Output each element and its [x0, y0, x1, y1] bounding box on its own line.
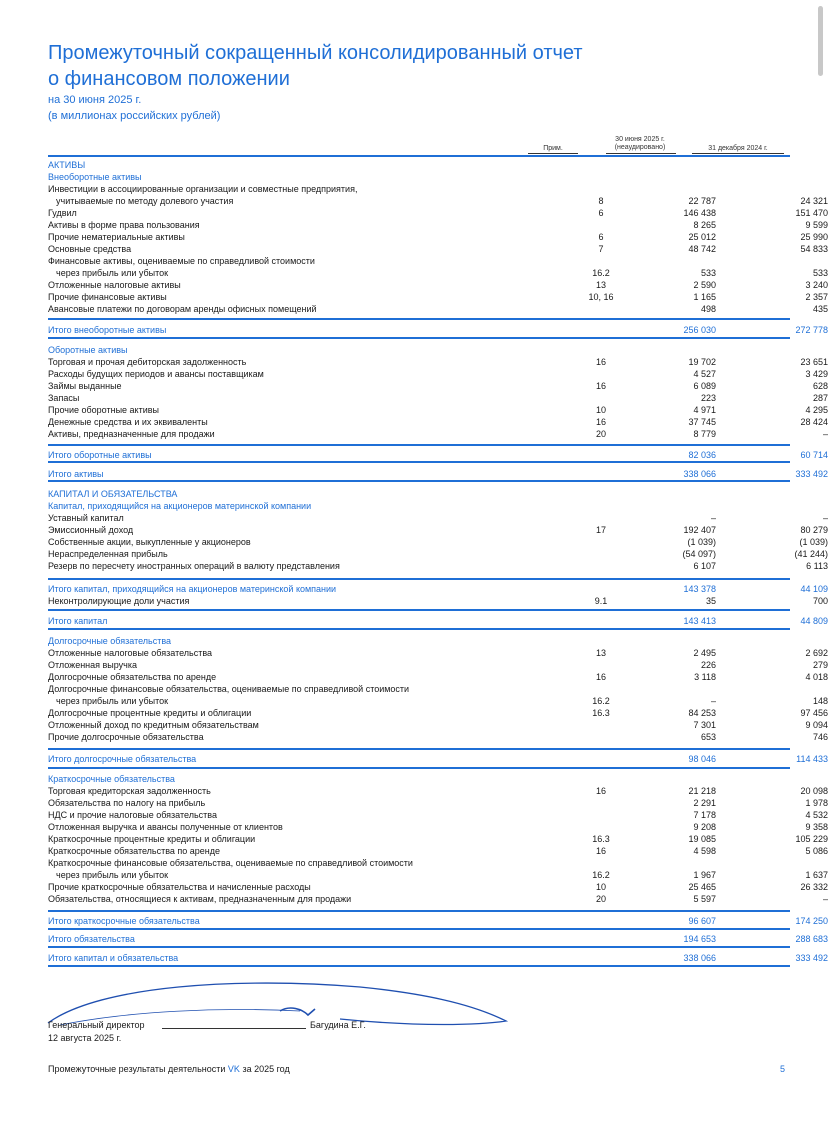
- table-row: [48, 524, 828, 536]
- row-value-2025: (54 097): [682, 549, 716, 559]
- table-row: [48, 279, 828, 291]
- row-label: Отложенная выручка: [48, 660, 138, 670]
- table-row: [48, 560, 828, 572]
- section-heading-row: [48, 773, 790, 785]
- row-value-2025: 48 742: [688, 244, 716, 254]
- table-row: [48, 512, 828, 524]
- table-row: [48, 647, 828, 659]
- row-value-2024: 44 109: [800, 584, 828, 594]
- row-value-2024: 24 321: [800, 196, 828, 206]
- row-separator: [48, 480, 790, 482]
- row-value-2024: 105 229: [795, 834, 828, 844]
- row-label: Эмиссионный доход: [48, 525, 134, 535]
- row-note: 16.2: [592, 870, 610, 880]
- row-label: Нераспределенная прибыль: [48, 549, 168, 559]
- total-row: [48, 449, 828, 461]
- row-value-2024: 435: [812, 304, 828, 314]
- table-row: [48, 219, 828, 231]
- row-value-2024: 20 098: [800, 786, 828, 796]
- total-row: [48, 753, 828, 765]
- total-row: [48, 615, 828, 627]
- row-note: 10: [595, 882, 606, 892]
- row-note: 7: [598, 244, 604, 254]
- row-note: 20: [595, 894, 606, 904]
- row-value-2025: (1 039): [687, 537, 716, 547]
- row-value-2024: 4 018: [805, 672, 828, 682]
- row-label: КАПИТАЛ И ОБЯЗАТЕЛЬСТВА: [48, 489, 178, 499]
- header-col1-date: 30 июня 2025 г.: [615, 136, 665, 143]
- table-row: [48, 797, 828, 809]
- row-value-2025: 1 967: [693, 870, 716, 880]
- row-separator: [48, 609, 790, 611]
- row-label: Денежные средства и их эквиваленты: [48, 417, 208, 427]
- page-title: [48, 40, 583, 92]
- row-label: НДС и прочие налоговые обязательства: [48, 810, 217, 820]
- row-note: 16.3: [592, 708, 610, 718]
- row-value-2024: 80 279: [800, 525, 828, 535]
- row-label: Финансовые активы, оцениваемые по справедливой стоимости: [48, 256, 315, 266]
- row-value-2024: 44 809: [800, 616, 828, 626]
- section-heading-row: [48, 159, 790, 171]
- table-row: [48, 821, 828, 833]
- row-value-2025: 7 178: [693, 810, 716, 820]
- row-value-2024: 9 358: [805, 822, 828, 832]
- row-label: Итого обязательства: [48, 934, 135, 944]
- table-row: [48, 291, 828, 303]
- table-row: [48, 833, 828, 845]
- row-value-2024: 151 470: [795, 208, 828, 218]
- row-value-2024: 23 651: [800, 357, 828, 367]
- row-note: 20: [595, 429, 606, 439]
- total-row: [48, 915, 828, 927]
- row-note: 13: [595, 648, 606, 658]
- row-separator: [48, 767, 790, 769]
- row-label: Запасы: [48, 393, 80, 403]
- row-value-2024: 288 683: [795, 934, 828, 944]
- header-underline: [606, 153, 676, 154]
- table-row: [48, 303, 828, 315]
- row-separator: [48, 748, 790, 750]
- row-value-2024: 54 833: [800, 244, 828, 254]
- row-value-2025: 98 046: [688, 754, 716, 764]
- table-row: [48, 869, 828, 881]
- header-col2: 31 декабря 2024 г.: [708, 145, 768, 152]
- row-value-2025: –: [710, 696, 716, 706]
- table-row: [48, 595, 828, 607]
- row-value-2024: 4 295: [805, 405, 828, 415]
- row-value-2024: 26 332: [800, 882, 828, 892]
- row-value-2024: 9 599: [805, 220, 828, 230]
- table-row: [48, 536, 828, 548]
- row-value-2024: –: [822, 894, 828, 904]
- section-heading-row: [48, 500, 790, 512]
- row-value-2024: 5 086: [805, 846, 828, 856]
- row-label: Капитал, приходящийся на акционеров материнской компании: [48, 501, 312, 511]
- row-value-2024: (41 244): [794, 549, 828, 559]
- row-separator: [48, 928, 790, 930]
- row-label: Внеоборотные активы: [48, 172, 142, 182]
- row-value-2025: 8 779: [693, 429, 716, 439]
- table-row: [48, 719, 828, 731]
- table-row: [48, 881, 828, 893]
- row-value-2025: 146 438: [683, 208, 716, 218]
- row-value-2024: 287: [812, 393, 828, 403]
- row-value-2025: 25 012: [688, 232, 716, 242]
- row-value-2025: 8 265: [693, 220, 716, 230]
- row-label: Расходы будущих периодов и авансы поставщикам: [48, 369, 264, 379]
- row-value-2025: 6 089: [693, 381, 716, 391]
- total-row: [48, 324, 828, 336]
- table-row: [48, 255, 790, 267]
- row-label: Активы в форме права пользования: [48, 220, 200, 230]
- row-value-2025: 4 598: [693, 846, 716, 856]
- row-label: Обязательства, относящиеся к активам, предназначенным для продажи: [48, 894, 352, 904]
- row-separator: [48, 946, 790, 948]
- row-value-2024: 533: [812, 268, 828, 278]
- signature-name: Багудина Е.Г.: [310, 1020, 366, 1030]
- table-row: [48, 380, 828, 392]
- row-note: 16: [595, 846, 606, 856]
- row-note: 16: [595, 417, 606, 427]
- scrollbar[interactable]: [818, 6, 823, 76]
- table-row: [48, 683, 790, 695]
- row-label: Собственные акции, выкупленные у акционеров: [48, 537, 251, 547]
- row-value-2024: 333 492: [795, 469, 828, 479]
- report-date: на 30 июня 2025 г.: [48, 94, 142, 106]
- row-value-2024: 3 240: [805, 280, 828, 290]
- row-value-2025: 226: [700, 660, 716, 670]
- table-row: [48, 183, 790, 195]
- row-label: Основные средства: [48, 244, 132, 254]
- row-value-2025: 256 030: [683, 325, 716, 335]
- row-label: Резерв по пересчету иностранных операций в валюту представления: [48, 561, 340, 571]
- row-label: через прибыль или убыток: [56, 268, 169, 278]
- row-value-2024: (1 039): [799, 537, 828, 547]
- row-value-2024: 114 433: [796, 754, 828, 764]
- row-label: Итого активы: [48, 469, 104, 479]
- table-row: [48, 243, 828, 255]
- header-col1-audit: (неаудировано): [614, 144, 666, 151]
- row-value-2024: 9 094: [805, 720, 828, 730]
- row-value-2024: 746: [812, 732, 828, 742]
- row-note: 16: [595, 786, 606, 796]
- row-value-2024: 279: [812, 660, 828, 670]
- row-label: Краткосрочные финансовые обязательства, оцениваемые по справедливой стоимости: [48, 858, 413, 868]
- row-value-2025: 19 702: [688, 357, 716, 367]
- row-value-2025: 338 066: [683, 469, 716, 479]
- row-note: 16.3: [592, 834, 610, 844]
- row-separator: [48, 910, 790, 912]
- row-value-2025: 4 527: [693, 369, 716, 379]
- table-row: [48, 267, 828, 279]
- title-line-1: Промежуточный сокращенный консолидированный отчет: [48, 42, 583, 64]
- row-label: Прочие финансовые активы: [48, 292, 167, 302]
- row-label: Долгосрочные обязательства по аренде: [48, 672, 217, 682]
- table-row: [48, 707, 828, 719]
- table-row: [48, 809, 828, 821]
- row-value-2024: 628: [812, 381, 828, 391]
- total-row: [48, 933, 828, 945]
- row-separator: [48, 628, 790, 630]
- row-label: Займы выданные: [48, 381, 122, 391]
- row-label: Итого долгосрочные обязательства: [48, 754, 197, 764]
- row-value-2024: 25 990: [800, 232, 828, 242]
- row-value-2024: –: [822, 513, 828, 523]
- row-note: 13: [595, 280, 606, 290]
- row-note: 16: [595, 672, 606, 682]
- row-label: Оборотные активы: [48, 345, 128, 355]
- row-label: Итого краткосрочные обязательства: [48, 916, 200, 926]
- table-row: [48, 195, 828, 207]
- table-row: [48, 231, 828, 243]
- row-value-2025: 7 301: [693, 720, 716, 730]
- row-value-2025: 19 085: [688, 834, 716, 844]
- row-label: Торговая и прочая дебиторская задолженность: [48, 357, 247, 367]
- row-value-2025: 96 607: [688, 916, 716, 926]
- row-value-2025: 223: [700, 393, 716, 403]
- row-label: Краткосрочные процентные кредиты и облигации: [48, 834, 256, 844]
- row-value-2024: 174 250: [795, 916, 828, 926]
- row-value-2024: 1 637: [805, 870, 828, 880]
- row-label: Отложенные налоговые активы: [48, 280, 181, 290]
- footer-prefix: Промежуточные результаты деятельности: [48, 1064, 226, 1074]
- row-note: 17: [595, 525, 606, 535]
- header-rule: [48, 155, 790, 157]
- section-heading-row: [48, 635, 790, 647]
- row-label: через прибыль или убыток: [56, 870, 169, 880]
- table-row: [48, 356, 828, 368]
- row-value-2025: 192 407: [683, 525, 716, 535]
- row-label: Неконтролирующие доли участия: [48, 596, 190, 606]
- row-value-2025: 25 465: [688, 882, 716, 892]
- row-separator: [48, 444, 790, 446]
- row-label: Обязательства по налогу на прибыль: [48, 798, 206, 808]
- row-value-2025: 2 291: [693, 798, 716, 808]
- total-row: [48, 468, 828, 480]
- row-label: Отложенная выручка и авансы полученные от клиентов: [48, 822, 283, 832]
- row-label: Торговая кредиторская задолженность: [48, 786, 211, 796]
- footer-brand: VK: [227, 1064, 240, 1074]
- section-heading-row: [48, 344, 790, 356]
- row-label: Активы, предназначенные для продажи: [48, 429, 215, 439]
- section-heading-row: [48, 171, 790, 183]
- row-separator: [48, 461, 790, 463]
- row-label: Гудвил: [48, 208, 77, 218]
- row-label: Прочие долгосрочные обязательства: [48, 732, 204, 742]
- row-value-2025: 4 971: [693, 405, 716, 415]
- row-value-2024: 272 778: [795, 325, 828, 335]
- row-separator: [48, 337, 790, 339]
- row-label: Авансовые платежи по договорам аренды офисных помещений: [48, 304, 317, 314]
- page-footer: [48, 1064, 290, 1074]
- table-row: [48, 416, 828, 428]
- row-label: Прочие краткосрочные обязательства и начисленные расходы: [48, 882, 311, 892]
- row-note: 10: [595, 405, 606, 415]
- row-label: Прочие оборотные активы: [48, 405, 159, 415]
- row-label: Отложенный доход по кредитным обязательствам: [48, 720, 259, 730]
- row-value-2024: 60 714: [800, 450, 828, 460]
- row-note: 16.2: [592, 268, 610, 278]
- row-label: через прибыль или убыток: [56, 696, 169, 706]
- row-value-2025: 143 378: [683, 584, 716, 594]
- row-value-2024: 148: [812, 696, 828, 706]
- row-label: Долгосрочные процентные кредиты и облигации: [48, 708, 252, 718]
- row-value-2025: 338 066: [683, 953, 716, 963]
- row-label: Долгосрочные обязательства: [48, 636, 172, 646]
- section-heading-row: [48, 488, 790, 500]
- row-value-2025: 2 495: [693, 648, 716, 658]
- table-row: [48, 548, 828, 560]
- header-col1: [600, 136, 680, 152]
- signature-date: 12 августа 2025 г.: [48, 1033, 122, 1043]
- row-label: Итого капитал и обязательства: [48, 953, 179, 963]
- row-separator: [48, 318, 790, 320]
- row-note: 16.2: [592, 696, 610, 706]
- row-value-2025: 21 218: [688, 786, 716, 796]
- row-note: 6: [598, 232, 604, 242]
- table-row: [48, 893, 828, 905]
- row-value-2025: 3 118: [694, 672, 716, 682]
- row-separator: [48, 965, 790, 967]
- table-row: [48, 207, 828, 219]
- signature-role: Генеральный директор: [48, 1020, 145, 1030]
- row-value-2025: 84 253: [688, 708, 716, 718]
- row-value-2024: 2 357: [805, 292, 828, 302]
- table-row: [48, 731, 828, 743]
- row-value-2024: 3 429: [805, 369, 828, 379]
- table-row: [48, 404, 828, 416]
- table-row: [48, 695, 828, 707]
- row-value-2024: 2 692: [805, 648, 828, 658]
- header-note: Прим.: [543, 145, 563, 152]
- row-label: Прочие нематериальные активы: [48, 232, 185, 242]
- table-row: [48, 392, 828, 404]
- row-value-2025: 5 597: [693, 894, 716, 904]
- row-note: 10, 16: [588, 292, 614, 302]
- row-separator: [48, 578, 790, 580]
- row-label: Краткосрочные обязательства по аренде: [48, 846, 221, 856]
- row-value-2025: 533: [700, 268, 716, 278]
- row-value-2025: 2 590: [693, 280, 716, 290]
- row-label: Итого капитал: [48, 616, 108, 626]
- row-value-2025: 653: [700, 732, 716, 742]
- page-number: 5: [780, 1064, 786, 1074]
- table-row: [48, 845, 828, 857]
- row-label: АКТИВЫ: [48, 160, 86, 170]
- row-value-2025: 35: [705, 596, 716, 606]
- row-value-2025: 498: [700, 304, 716, 314]
- total-row: [48, 952, 828, 964]
- signature-line: [162, 1028, 306, 1029]
- row-label: Инвестиции в ассоциированные организации и совместные предприятия,: [48, 184, 358, 194]
- row-label: Долгосрочные финансовые обязательства, оцениваемые по справедливой стоимости: [48, 684, 410, 694]
- header-underline: [528, 153, 578, 154]
- row-value-2025: 22 787: [688, 196, 716, 206]
- table-row: [48, 857, 790, 869]
- row-note: 6: [598, 208, 604, 218]
- row-value-2025: –: [710, 513, 716, 523]
- row-label: Отложенные налоговые обязательства: [48, 648, 213, 658]
- row-value-2024: 700: [812, 596, 828, 606]
- row-label: учитываемые по методу долевого участия: [56, 196, 234, 206]
- row-note: 9.1: [594, 596, 608, 606]
- table-row: [48, 671, 828, 683]
- row-label: Уставный капитал: [48, 513, 124, 523]
- row-label: Итого внеоборотные активы: [48, 325, 167, 335]
- row-value-2025: 37 745: [688, 417, 716, 427]
- total-row: [48, 583, 828, 595]
- footer-suffix: за 2025 год: [242, 1064, 290, 1074]
- table-row: [48, 659, 828, 671]
- row-value-2024: 28 424: [800, 417, 828, 427]
- row-note: 16: [595, 381, 606, 391]
- row-value-2025: 143 413: [683, 616, 716, 626]
- row-label: Краткосрочные обязательства: [48, 774, 175, 784]
- row-note: 16: [595, 357, 606, 367]
- table-row: [48, 368, 828, 380]
- row-label: Итого капитал, приходящийся на акционеров материнской компании: [48, 584, 337, 594]
- row-value-2025: 82 036: [688, 450, 716, 460]
- header-underline: [692, 153, 784, 154]
- row-value-2024: 97 456: [800, 708, 828, 718]
- row-value-2024: 1 978: [805, 798, 828, 808]
- row-value-2025: 194 653: [683, 934, 716, 944]
- row-note: 8: [598, 196, 604, 206]
- report-units: (в миллионах российских рублей): [48, 110, 221, 122]
- row-value-2024: 4 532: [805, 810, 828, 820]
- row-value-2024: 6 113: [806, 561, 828, 571]
- row-value-2024: –: [822, 429, 828, 439]
- row-value-2024: 333 492: [795, 953, 828, 963]
- table-row: [48, 785, 828, 797]
- row-value-2025: 1 165: [693, 292, 716, 302]
- row-label: Итого оборотные активы: [48, 450, 152, 460]
- row-value-2025: 6 107: [693, 561, 716, 571]
- table-row: [48, 428, 828, 440]
- title-line-2: о финансовом положении: [48, 68, 290, 90]
- row-value-2025: 9 208: [693, 822, 716, 832]
